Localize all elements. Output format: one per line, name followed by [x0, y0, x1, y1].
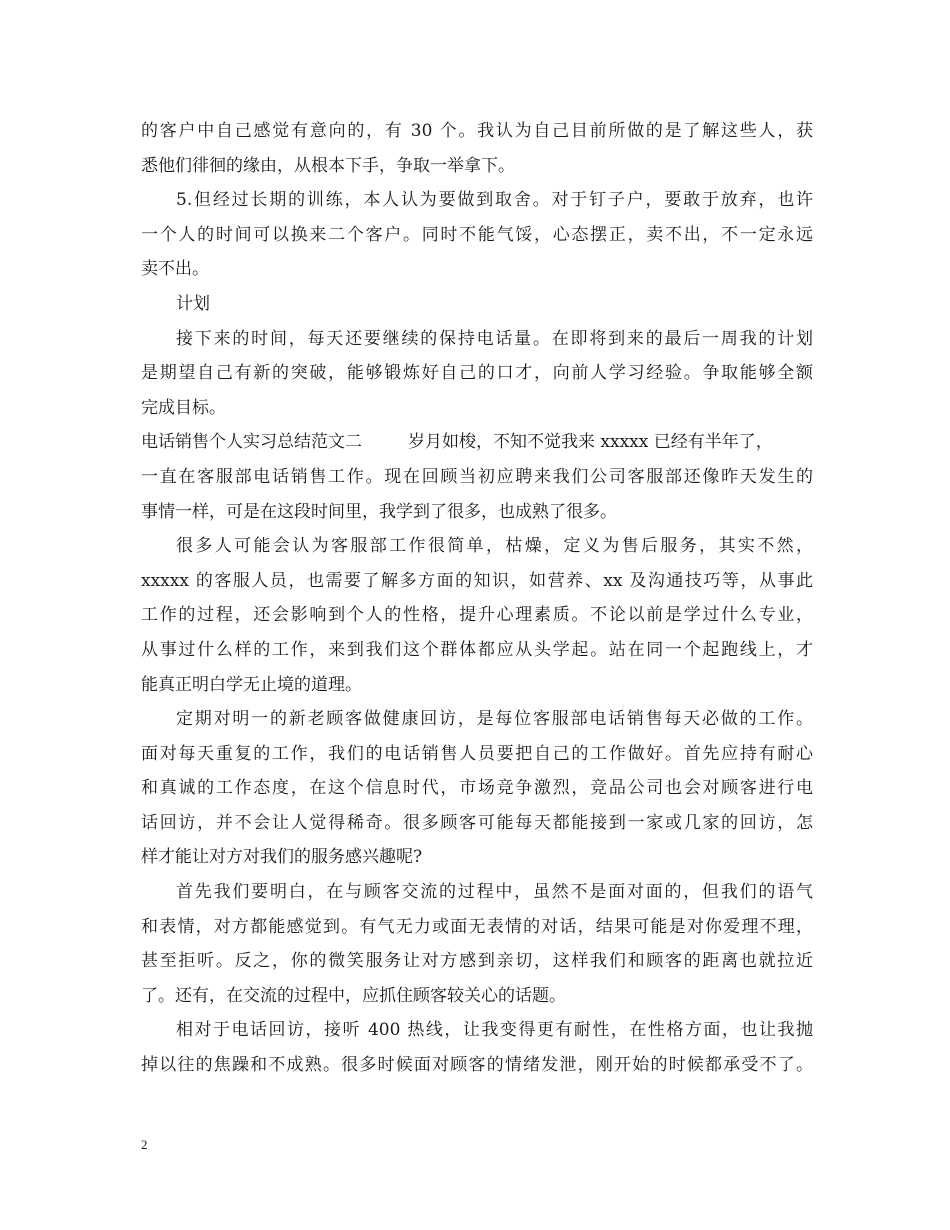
text-line: 一个人的时间可以换来二个客户。同时不能气馁，心态摆正，卖不出，不一定永远 [141, 224, 813, 245]
text-line: 能真正明白学无止境的道理。 [141, 674, 362, 695]
text-line: 的客户中自己感觉有意向的，有 30 个。我认为自己目前所做的是了解这些人，获 [141, 121, 813, 141]
text-line: 首先我们要明白，在与顾客交流的过程中，虽然不是面对面的，但我们的语气 [176, 882, 813, 903]
text-line: 悉他们徘徊的缘由，从根本下手，争取一举拿下。 [141, 155, 515, 176]
text-line: 一直在客服部电话销售工作。现在回顾当初应聘来我们公司客服部还像昨天发生的 [141, 466, 813, 487]
text-line: 5.但经过长期的训练，本人认为要做到取舍。对于钉子户，要敢于放弃，也许 [176, 190, 813, 211]
page-number: 2 [141, 1137, 148, 1152]
text-line: 样才能让对方对我们的服务感兴趣呢? [141, 847, 423, 868]
text-line: 定期对明一的新老顾客做健康回访，是每位客服部电话销售每天必做的工作。 [176, 709, 813, 730]
document-body [141, 114, 813, 1083]
text-line: 从事过什么样的工作，来到我们这个群体都应从头学起。站在同一个起跑线上，才 [141, 639, 813, 660]
text-line [141, 425, 813, 460]
text-line: 很多人可能会认为客服部工作很简单，枯燥，定义为售后服务，其实不然， [176, 536, 813, 557]
text-line: 和表情，对方都能感觉到。有气无力或面无表情的对话，结果可能是对你爱理不理， [141, 916, 813, 937]
text-line: 是期望自己有新的突破，能够锻炼好自己的口才，向前人学习经验。争取能够全额 [141, 363, 813, 384]
section-heading: 电话销售个人实习总结范文二 [141, 432, 362, 453]
text-line: 了。还有，在交流的过程中，应抓住顾客较关心的话题。 [141, 985, 566, 1006]
text-line: 相对于电话回访，接听 400 热线，让我变得更有耐性，在性格方面，也让我抛 [176, 1020, 813, 1041]
text-line: 甚至拒听。反之，你的微笑服务让对方感到亲切，这样我们和顾客的距离也就拉近 [141, 951, 813, 972]
text-line: 完成目标。 [141, 397, 226, 418]
text-line: 话回访，并不会让人觉得稀奇。很多顾客可能每天都能接到一家或几家的回访，怎 [141, 812, 813, 833]
text-line: 工作的过程，还会影响到个人的性格，提升心理素质。不论以前是学过什么专业， [141, 605, 813, 626]
text-line: 掉以往的焦躁和不成熟。很多时候面对顾客的情绪发泄，刚开始的时候都承受不了。 [141, 1055, 813, 1076]
text-line: 事情一样，可是在这段时间里，我学到了很多，也成熟了很多。 [141, 501, 617, 522]
text-line: xxxxx 的客服人员，也需要了解多方面的知识，如营养、xx 及沟通技巧等，从事此 [141, 570, 813, 591]
text-line: 接下来的时间，每天还要继续的保持电话量。在即将到来的最后一周我的计划 [176, 328, 813, 349]
text-line: 和真诚的工作态度，在这个信息时代，市场竞争激烈，竞品公司也会对顾客进行电 [141, 778, 813, 799]
text-line: 面对每天重复的工作，我们的电话销售人员要把自己的工作做好。首先应持有耐心 [141, 743, 813, 764]
text-line: 卖不出。 [141, 259, 209, 280]
text-line: 计划 [176, 293, 210, 314]
line-text: 岁月如梭，不知不觉我来 xxxxx 已经有半年了， [408, 432, 773, 453]
